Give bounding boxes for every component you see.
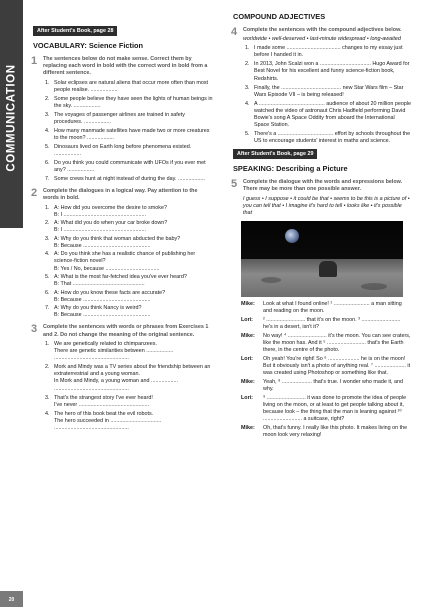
exercise-number: 1 xyxy=(31,55,38,68)
list-item: 1. We are genetically related to chimpanzees. There are genetic similarities between .................. .................................................. xyxy=(45,340,174,362)
list-item: 6. Do you think you could communicate with UFOs if you ever met any? .................. xyxy=(45,159,206,174)
list-item: 5. There's a ..................................... effort by schools throughout the US to encourage students' interest in maths and science. xyxy=(245,131,411,145)
dialogue-line: Mike: No way! ⁴ .......................... it's the moon. You can see craters, like the moon has. And it ⁵ .......................... that's the Earth there, in the centre of the photo. xyxy=(241,332,411,354)
right-column xyxy=(233,10,411,441)
section-tag: After Student's Book, page 28 xyxy=(33,26,117,36)
exercise-5 xyxy=(233,179,411,193)
dialogue-line: Mike: Look at what I found online! ¹ ........................ a man sitting and reading on the moon. xyxy=(241,301,402,315)
exercise-2 xyxy=(33,188,213,202)
dialogue xyxy=(241,301,411,439)
exercise-instruction: Complete the sentences with words or phrases from Exercises 1 and 2. Do not change the meaning of the original sentence. xyxy=(43,324,209,338)
list-item: 4. A ............................................ audience of about 20 million people watched the video of astronaut Chris Hadfield performing David Bowie's song A Space Oddity from aboard the International Space Station. xyxy=(245,100,412,129)
dialogue-line: Lori: Oh yeah! You're right! So ⁶ ..................... he is on the moon! But it obviously isn't a photo of anything real. ⁷ ..................... it was created using Photoshop or something like that. xyxy=(241,355,411,377)
exercise-number: 5 xyxy=(231,178,238,191)
left-column xyxy=(33,24,213,434)
section-tag: After Student's Book, page 29 xyxy=(233,149,317,159)
man-figure-image xyxy=(319,261,337,277)
crater-shape xyxy=(361,283,387,290)
section-tab xyxy=(0,0,23,228)
list-item: 1. A: How did you overcome the desire to smoke? B: I ....................................................... xyxy=(45,204,167,218)
dialogue-line: Lori: ⁹ .......................... it was done to promote the idea of people living on the moon, or at least to get people talking about it, because look – the thing that the man is leaning against ¹⁰ .......................... a suitcase, right? xyxy=(241,394,407,423)
list-item: 4. A: Do you think she has a realistic chance of publishing her science-fiction novel? B: Yes / No, because .................................... xyxy=(45,251,196,272)
exercise-number: 2 xyxy=(31,187,38,200)
list-item: 4. The hero of this book beat the evil robots. The hero succeeded in .................................. .................................................. xyxy=(45,410,162,431)
section-label: COMMUNICATION xyxy=(4,64,17,172)
speaking-title: SPEAKING: Describing a Picture xyxy=(233,164,348,174)
list-item: 2. In 2013, John Scalzi won a .................................. Hugo Award for Best Novel for his excellent and funny science-fiction book, Redshirts. xyxy=(245,61,410,82)
exercise-2-items xyxy=(45,205,213,320)
earth-image xyxy=(285,229,299,243)
exercise-4 xyxy=(231,25,411,38)
dialogue-line: Lori: ² .......................... that it's on the moon. ³ .......................... he's in a desert, isn't it? xyxy=(241,316,401,331)
list-item: 6. A: How do you know these facts are accurate? B: Because ............................................. xyxy=(45,289,166,303)
exercise-3-items xyxy=(45,341,213,432)
list-item: 3. That's the strangest story I've ever heard! I've never ............................................... xyxy=(45,394,153,408)
exercise-3 xyxy=(33,324,213,338)
moon-reader-photo xyxy=(241,221,403,297)
crater-shape xyxy=(261,277,281,283)
vocabulary-title: VOCABULARY: Science Fiction xyxy=(33,41,144,51)
list-item: 5. A: What is the most far-fetched idea you've ever heard? B: That ................................................ xyxy=(45,273,187,288)
list-item: 7. A: Why do you think Nancy is weird? B: Because ............................................. xyxy=(45,305,151,319)
exercise-instruction: The sentences below do not make sense. Correct them by replacing each word in bold with the correct word in bold from a different sentence. xyxy=(43,56,208,77)
exercise-instruction: Complete the dialogues in a logical way. Pay attention to the words in bold. xyxy=(43,188,198,202)
list-item: 2. Mork and Mindy was a TV series about the friendship between an extraterrestrial and a young woman. In Mork and Mindy, a young woman and .................. .................................................. xyxy=(45,364,211,392)
compound-adjectives-title: COMPOUND ADJECTIVES xyxy=(233,12,326,21)
list-item: 2. A: What did you do when your car broke down? B: I ....................................................... xyxy=(45,220,168,234)
list-item: 4. How many manmade satellites have made two or more creatures to the moon? .................. xyxy=(45,127,210,141)
exercise-instruction: Complete the dialogue with the words and expressions below. There may be more than one possible answer. xyxy=(243,179,403,193)
list-item: 2. Some people believe they have seen the lights of human beings in the sky. .................. xyxy=(45,95,213,109)
list-item: 5. Dinosaurs lived on Earth long before phenomena existed. .................. xyxy=(45,143,192,158)
list-item: 3. The voyages of passenger airlines are trained in safety procedures. .................. xyxy=(45,111,185,125)
exercise-1-items xyxy=(45,80,213,184)
page-number: 20 xyxy=(0,591,23,607)
list-item: 3. A: Why do you think that woman abducted the baby? B: Because ............................................. xyxy=(45,235,181,249)
exercise-1 xyxy=(33,56,213,78)
list-item: 7. Some crews hunt at night instead of during the day. .................. xyxy=(45,175,205,182)
list-item: 1. I made some .................................... changes to my essay just before I handed it in. xyxy=(245,45,403,59)
word-list: I guess • I suppose • it could be that • seems to be this is a picture of • you can tell that • I imagine it's hard to tell • looks like • it's possible that xyxy=(243,195,410,216)
exercise-4-items xyxy=(245,45,411,145)
list-item: 3. Finally, the ........................................ new Star Wars film – Star Wars Episode VII – is being released! xyxy=(245,84,404,98)
exercise-number: 4 xyxy=(231,25,238,38)
word-list: worldwide • well-deserved • last-minute widespread • long-awaited xyxy=(243,36,401,43)
dialogue-line: Mike: Yeah, ⁸ .................... that's true. I wonder who made it, and why. xyxy=(241,378,404,393)
exercise-number: 3 xyxy=(31,323,38,336)
list-item: 1. Solar eclipses are natural aliens that occur more often than most people realise. .................. xyxy=(45,79,209,93)
exercise-instruction: Complete the sentences with the compound adjectives below. xyxy=(243,26,402,33)
dialogue-line: Mike: Oh, that's funny. I really like this photo. It makes living on the moon look very relaxing! xyxy=(241,425,408,439)
